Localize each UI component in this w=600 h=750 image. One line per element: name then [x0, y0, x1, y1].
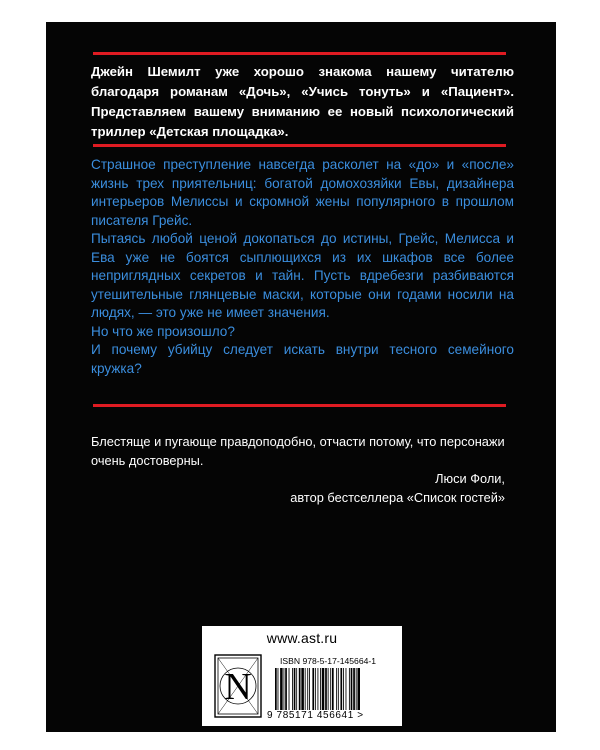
isbn-text: ISBN 978-5-17-145664-1 [280, 656, 377, 666]
barcode-digits: 9 785171 456641 > [267, 710, 364, 721]
barcode-bar [307, 668, 308, 714]
synopsis-paragraph: Пытаясь любой ценой докопаться до истины, Грейс, Мелисса и Ева уже не боятся сыплющихся из их шкафов все более неприглядных секретов и тайн. Пусть вдребезги разбиваются утешительные глянцевые маски, которые они годами носили на людях, — это уже не имеет значения. [91, 231, 514, 320]
barcode-bar [356, 668, 357, 714]
barcode-bar [318, 668, 319, 714]
barcode-bar [301, 668, 304, 714]
back-cover [46, 22, 556, 732]
top-red-rule [93, 52, 506, 55]
barcode-bar [284, 668, 285, 714]
barcode-bar [312, 668, 314, 714]
barcode [275, 668, 387, 714]
barcode-bar [309, 668, 310, 714]
barcode-bar [343, 668, 344, 714]
barcode-bar [351, 668, 353, 714]
barcode-bar [285, 668, 287, 714]
barcode-bar [275, 668, 277, 714]
synopsis-question: И почему убийцу следует искать внутри тесного семейного кружка? [91, 342, 514, 376]
second-red-rule [93, 144, 506, 147]
barcode-bar [328, 668, 329, 714]
barcode-bar [289, 668, 290, 714]
barcode-bar [349, 668, 350, 714]
barcode-bar [346, 668, 347, 714]
publisher-website: www.ast.ru [266, 630, 338, 646]
barcode-bar [340, 668, 342, 714]
intro-paragraph: Джейн Шемилт уже хорошо знакома нашему читателю благодаря романам «Дочь», «Учись тонуть» и «Пациент». Представляем вашему вниманию ее новый психологический триллер «Детская площадка». [91, 64, 514, 139]
barcode-bar [292, 668, 293, 714]
synopsis-block [91, 156, 514, 378]
barcode-bar [336, 668, 337, 714]
barcode-bar [332, 668, 334, 714]
synopsis-question: Но что же произошло? [91, 323, 235, 339]
barcode-panel [202, 626, 402, 726]
barcode-bar [322, 668, 325, 714]
barcode-bar [330, 668, 331, 714]
logo-letter: N [224, 666, 252, 708]
barcode-bar [294, 668, 296, 714]
barcode-bar [278, 668, 279, 714]
barcode-bar [353, 668, 355, 714]
barcode-bar [320, 668, 321, 714]
quote-author: Люси Фоли, [435, 471, 505, 486]
barcode-bar [299, 668, 301, 714]
barcode-bar [305, 668, 306, 714]
publisher-logo [214, 654, 262, 718]
third-red-rule [93, 404, 506, 407]
barcode-bar [296, 668, 297, 714]
barcode-bar [315, 668, 316, 714]
barcode-bar [338, 668, 339, 714]
quote-author-note: автор бестселлера «Список гостей» [290, 490, 505, 505]
barcode-bar [325, 668, 327, 714]
barcode-bar [280, 668, 283, 714]
barcode-bar [357, 668, 360, 714]
review-quote: Блестяще и пугающе правдоподобно, отчасти потому, что персонажи очень достоверны. [91, 434, 505, 468]
synopsis-paragraph: Страшное преступление навсегда расколет на «до» и «после» жизнь трех приятельниц: богатой домохозяйки Евы, дизайнера интерьеров Мелиссы и скромной жены популярного в прошлом писателя Грейс. [91, 157, 514, 228]
